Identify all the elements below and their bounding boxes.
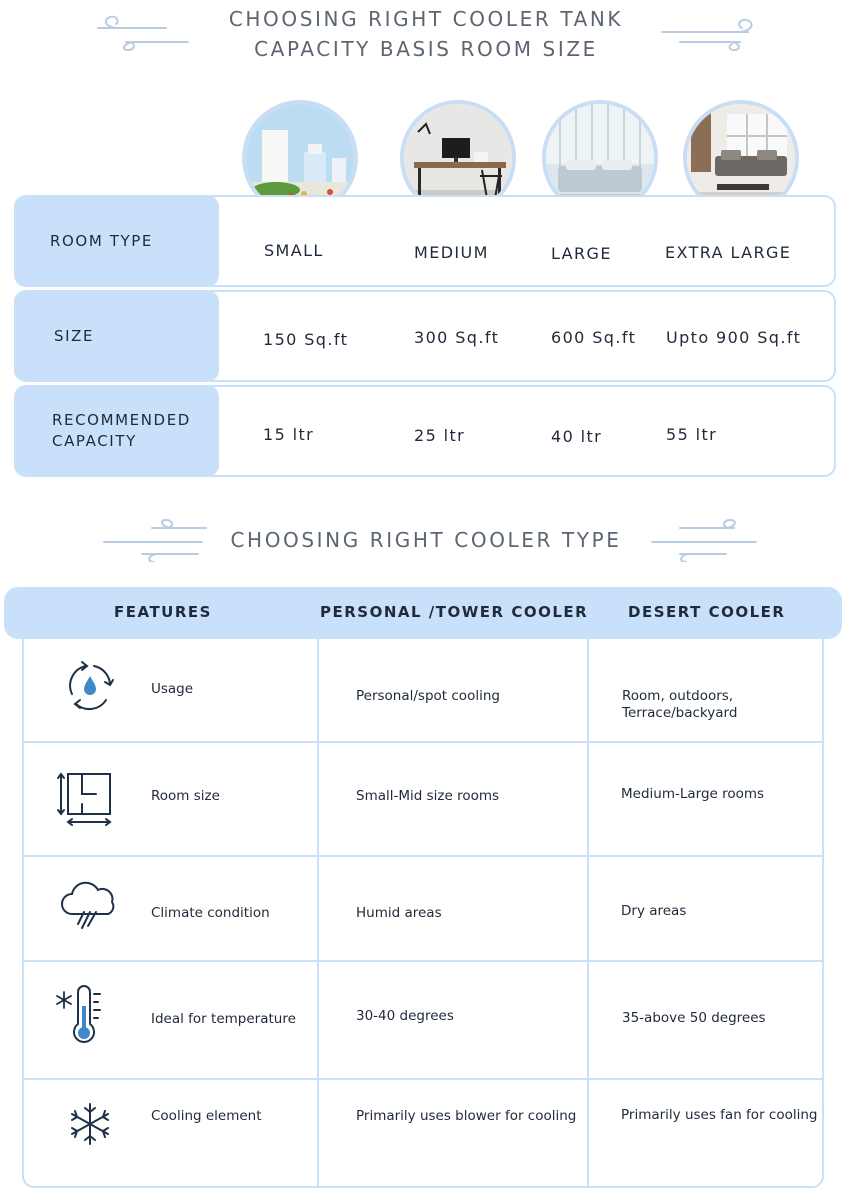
row-divider bbox=[22, 855, 824, 857]
cooler-type-header bbox=[4, 587, 842, 639]
capacity-medium: 25 ltr bbox=[414, 426, 466, 445]
size-small: 150 Sq.ft bbox=[263, 330, 349, 349]
room-size-desert: Medium-Large rooms bbox=[621, 786, 765, 802]
temperature-desert: 35-above 50 degrees bbox=[622, 1010, 766, 1026]
size-large: 600 Sq.ft bbox=[551, 328, 637, 347]
wind-swirl-right-icon bbox=[660, 12, 760, 52]
size-label: SIZE bbox=[14, 290, 219, 382]
water-cycle-icon bbox=[60, 656, 120, 716]
room-type-medium: MEDIUM bbox=[414, 243, 489, 262]
personal-tower-header: PERSONAL /TOWER COOLER bbox=[320, 603, 589, 621]
capacity-small: 15 ltr bbox=[263, 425, 315, 444]
climate-desert: Dry areas bbox=[621, 903, 687, 919]
features-header: FEATURES bbox=[114, 603, 212, 621]
room-size-feature: Room size bbox=[151, 788, 220, 804]
snowflake-icon bbox=[66, 1100, 114, 1148]
row-divider bbox=[22, 1078, 824, 1080]
tank-capacity-title-line2: CAPACITY BASIS ROOM SIZE bbox=[254, 37, 598, 61]
size-extra-large: Upto 900 Sq.ft bbox=[666, 328, 802, 347]
usage-personal: Personal/spot cooling bbox=[356, 688, 500, 704]
room-size-personal: Small-Mid size rooms bbox=[356, 788, 500, 804]
wind-swirl-left-icon bbox=[96, 12, 196, 52]
climate-personal: Humid areas bbox=[356, 905, 442, 921]
capacity-extra-large: 55 ltr bbox=[666, 425, 718, 444]
room-type-label: ROOM TYPE bbox=[14, 195, 219, 287]
desert-cooler-header: DESERT COOLER bbox=[628, 603, 786, 621]
wind-swirl-left-2-icon bbox=[102, 518, 212, 562]
temperature-personal: 30-40 degrees bbox=[356, 1008, 454, 1024]
wind-swirl-right-2-icon bbox=[650, 518, 760, 562]
temperature-feature: Ideal for temperature bbox=[151, 1011, 296, 1027]
tank-capacity-title-line1: CHOOSING RIGHT COOLER TANK bbox=[228, 7, 624, 31]
cooling-element-personal: Primarily uses blower for cooling bbox=[356, 1108, 577, 1124]
capacity-large: 40 ltr bbox=[551, 427, 603, 446]
room-size-icon bbox=[56, 770, 116, 828]
climate-feature: Climate condition bbox=[151, 905, 270, 921]
usage-desert-line2: Terrace/backyard bbox=[622, 705, 738, 721]
rain-cloud-icon bbox=[58, 880, 120, 934]
usage-desert-line1: Room, outdoors, bbox=[622, 688, 734, 704]
cooler-type-title: CHOOSING RIGHT COOLER TYPE bbox=[230, 528, 622, 552]
room-type-extra-large: EXTRA LARGE bbox=[665, 243, 792, 262]
thermometer-icon bbox=[52, 984, 110, 1048]
column-divider bbox=[587, 639, 589, 1188]
cooling-element-desert: Primarily uses fan for cooling bbox=[621, 1107, 818, 1123]
room-type-small: SMALL bbox=[264, 241, 324, 260]
row-divider bbox=[22, 741, 824, 743]
room-type-large: LARGE bbox=[551, 244, 612, 263]
column-divider bbox=[317, 639, 319, 1188]
row-divider bbox=[22, 960, 824, 962]
recommended-capacity-label: RECOMMENDED CAPACITY bbox=[14, 385, 219, 477]
size-medium: 300 Sq.ft bbox=[414, 328, 500, 347]
cooling-element-feature: Cooling element bbox=[151, 1108, 262, 1124]
usage-feature: Usage bbox=[151, 681, 194, 697]
